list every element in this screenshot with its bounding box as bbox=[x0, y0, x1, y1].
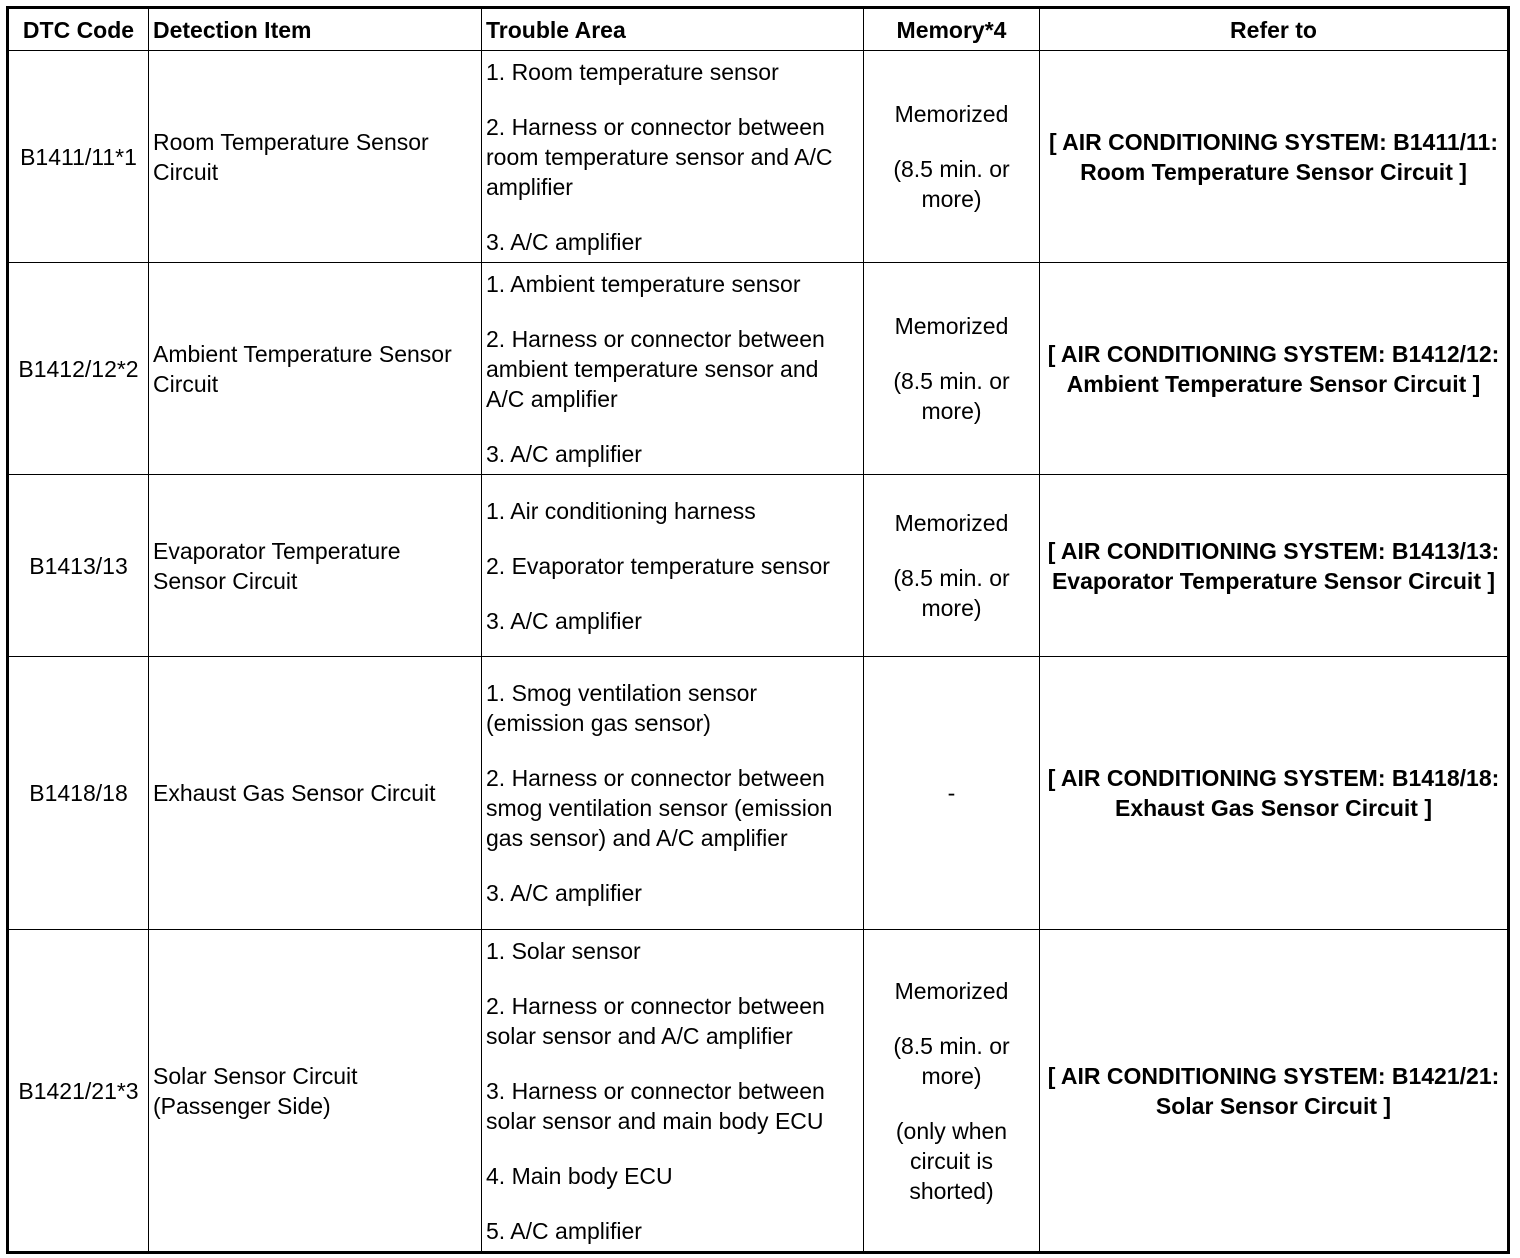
dtc-code-cell: B1412/12*2 bbox=[8, 263, 149, 475]
trouble-area-cell bbox=[482, 657, 864, 930]
trouble-area-item: 5. A/C amplifier bbox=[486, 1217, 642, 1244]
header-row bbox=[8, 8, 1509, 51]
header-memory: Memory*4 bbox=[864, 8, 1040, 51]
memory-note: (8.5 min. or more) bbox=[893, 368, 1010, 424]
memory-note: (8.5 min. or more) bbox=[893, 565, 1010, 621]
trouble-area-item: 1. Smog ventilation sensor (emission gas sensor) bbox=[486, 680, 758, 736]
trouble-area-item: 2. Harness or connector between smog ventilation sensor (emission gas sensor) and A/C amplifier bbox=[486, 765, 833, 851]
trouble-area-item: 2. Harness or connector between ambient temperature sensor and A/C amplifier bbox=[486, 325, 825, 412]
memory-cell bbox=[864, 657, 1040, 930]
memory-status: Memorized bbox=[894, 313, 1009, 339]
trouble-area-item: 3. A/C amplifier bbox=[486, 880, 642, 906]
memory-note: (8.5 min. or more) bbox=[893, 1032, 1010, 1089]
table-row bbox=[8, 51, 1509, 263]
dtc-code-cell: B1413/13 bbox=[8, 475, 149, 657]
memory-cell bbox=[864, 475, 1040, 657]
header-refer-to: Refer to bbox=[1040, 8, 1509, 51]
trouble-area-cell bbox=[482, 51, 864, 263]
memory-note: (only when circuit is shorted) bbox=[895, 1117, 1008, 1204]
refer-to-link[interactable]: [ AIR CONDITIONING SYSTEM: B1421/21: Solar Sensor Circuit ] bbox=[1040, 930, 1509, 1253]
detection-item-cell: Solar Sensor Circuit (Passenger Side) bbox=[149, 930, 482, 1253]
table-row bbox=[8, 263, 1509, 475]
trouble-area-item: 3. A/C amplifier bbox=[486, 440, 642, 467]
header-trouble-area: Trouble Area bbox=[482, 8, 864, 51]
trouble-area-item: 1. Solar sensor bbox=[486, 937, 641, 964]
refer-to-link[interactable]: [ AIR CONDITIONING SYSTEM: B1413/13: Evaporator Temperature Sensor Circuit ] bbox=[1040, 475, 1509, 657]
detection-item-cell: Room Temperature Sensor Circuit bbox=[149, 51, 482, 263]
trouble-area-cell bbox=[482, 930, 864, 1253]
memory-status: - bbox=[947, 780, 956, 806]
dtc-code-cell: B1418/18 bbox=[8, 657, 149, 930]
dtc-code-cell: B1421/21*3 bbox=[8, 930, 149, 1253]
detection-item-cell: Ambient Temperature Sensor Circuit bbox=[149, 263, 482, 475]
refer-to-link[interactable]: [ AIR CONDITIONING SYSTEM: B1411/11: Room Temperature Sensor Circuit ] bbox=[1040, 51, 1509, 263]
table-row bbox=[8, 657, 1509, 930]
trouble-area-item: 3. Harness or connector between solar sensor and main body ECU bbox=[486, 1077, 825, 1134]
memory-status: Memorized bbox=[894, 977, 1009, 1004]
memory-status: Memorized bbox=[894, 101, 1009, 127]
memory-note: (8.5 min. or more) bbox=[893, 156, 1010, 212]
trouble-area-item: 3. A/C amplifier bbox=[486, 607, 642, 634]
memory-cell bbox=[864, 263, 1040, 475]
header-detection-item: Detection Item bbox=[149, 8, 482, 51]
trouble-area-cell bbox=[482, 475, 864, 657]
trouble-area-item: 2. Evaporator temperature sensor bbox=[486, 552, 830, 579]
refer-to-link[interactable]: [ AIR CONDITIONING SYSTEM: B1412/12: Ambient Temperature Sensor Circuit ] bbox=[1040, 263, 1509, 475]
memory-status: Memorized bbox=[894, 510, 1009, 536]
refer-to-link[interactable]: [ AIR CONDITIONING SYSTEM: B1418/18: Exhaust Gas Sensor Circuit ] bbox=[1040, 657, 1509, 930]
trouble-area-item: 4. Main body ECU bbox=[486, 1162, 673, 1189]
trouble-area-item: 2. Harness or connector between room temperature sensor and A/C amplifier bbox=[486, 113, 833, 200]
header-dtc-code: DTC Code bbox=[8, 8, 149, 51]
trouble-area-item: 2. Harness or connector between solar sensor and A/C amplifier bbox=[486, 992, 825, 1049]
detection-item-cell: Evaporator Temperature Sensor Circuit bbox=[149, 475, 482, 657]
table-row bbox=[8, 930, 1509, 1253]
dtc-code-cell: B1411/11*1 bbox=[8, 51, 149, 263]
detection-item-cell: Exhaust Gas Sensor Circuit bbox=[149, 657, 482, 930]
trouble-area-item: 1. Air conditioning harness bbox=[486, 497, 756, 524]
dtc-table bbox=[6, 6, 1510, 1254]
memory-cell bbox=[864, 51, 1040, 263]
trouble-area-item: 1. Room temperature sensor bbox=[486, 58, 779, 85]
table-row bbox=[8, 475, 1509, 657]
trouble-area-item: 3. A/C amplifier bbox=[486, 228, 642, 255]
trouble-area-item: 1. Ambient temperature sensor bbox=[486, 270, 801, 297]
trouble-area-cell bbox=[482, 263, 864, 475]
memory-cell bbox=[864, 930, 1040, 1253]
